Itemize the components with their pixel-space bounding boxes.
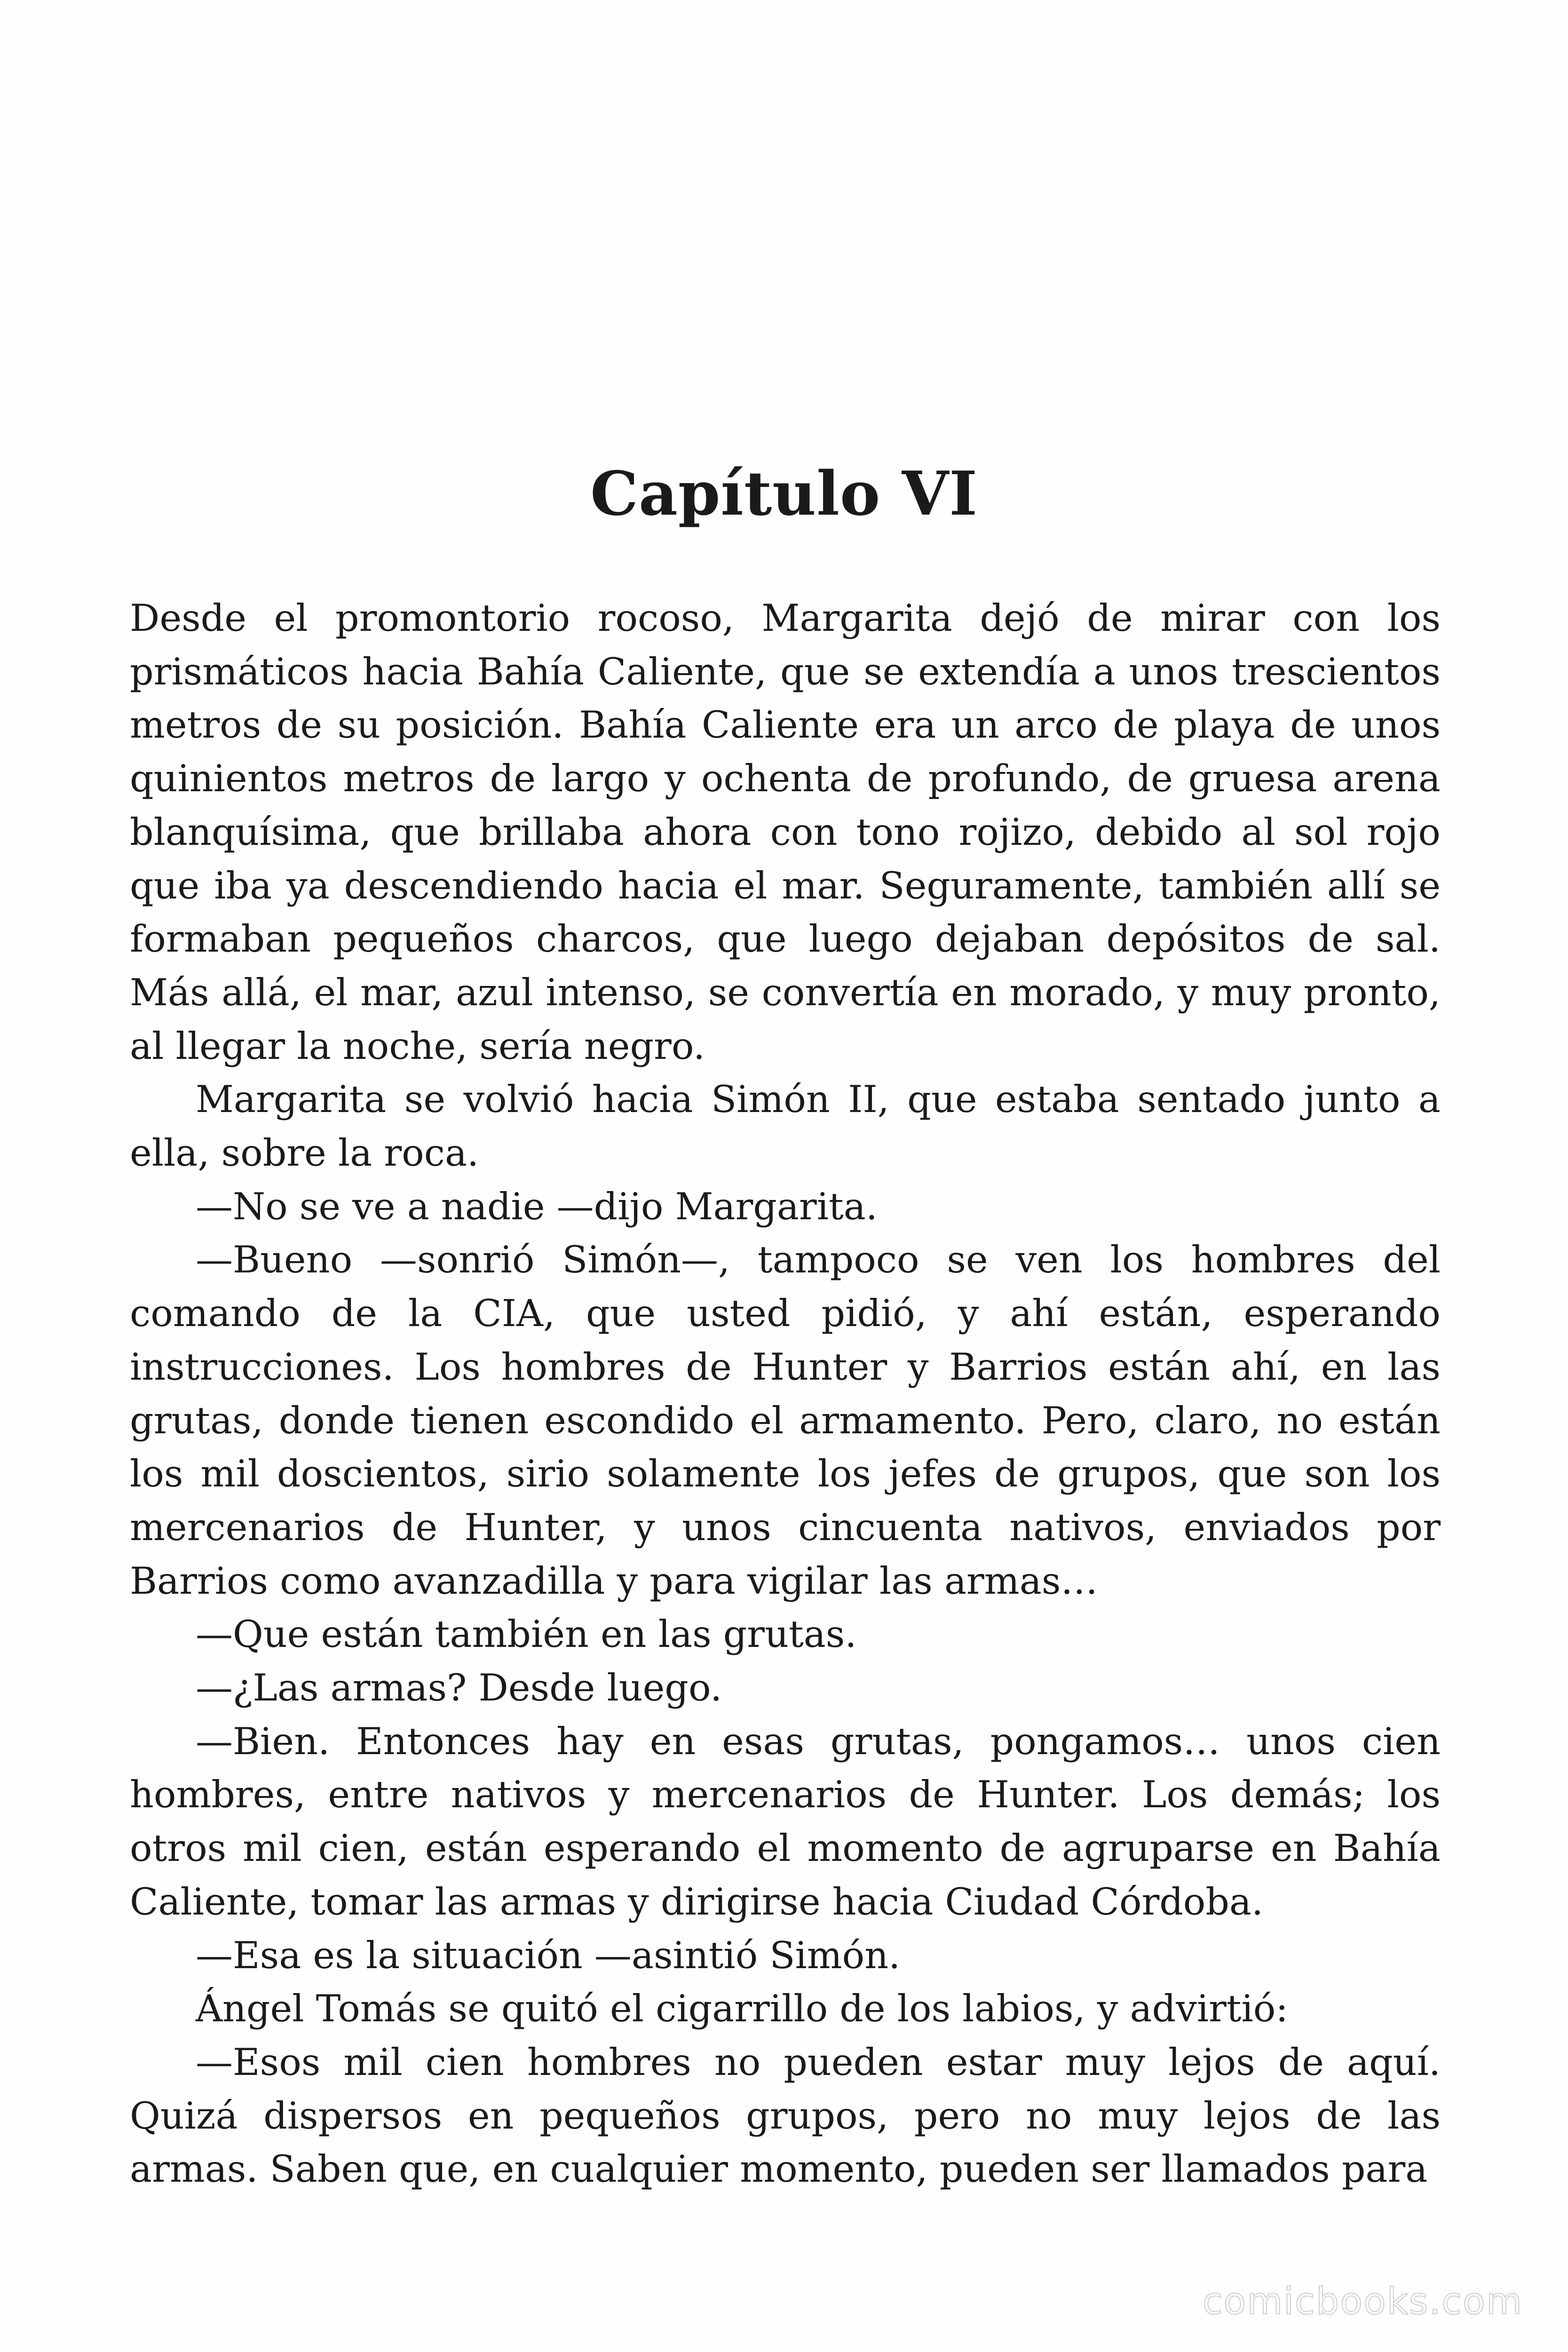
- chapter-title: Capítulo VI: [590, 459, 978, 529]
- watermark: comicbooks.com: [1202, 2280, 1523, 2323]
- paragraph: —Bien. Entonces hay en esas grutas, pongamos… unos cien hombres, entre nativos y mercenarios de Hunter. Los demás; los otros mil cien, están esperando el momento de agruparse en Bahía Caliente, tomar las armas y dirigirse hacia Ciudad Córdoba.: [130, 1719, 1441, 1923]
- paragraph: —No se ve a nadie —dijo Margarita.: [196, 1184, 878, 1228]
- paragraph: —Esa es la situación —asintió Simón.: [196, 1933, 901, 1977]
- chapter-body: [130, 592, 1441, 2196]
- paragraph: —Esos mil cien hombres no pueden estar muy lejos de aquí. Quizá dispersos en pequeños grupos, pero no muy lejos de las armas. Saben que, en cualquier momento, pueden ser llamados para: [130, 2040, 1441, 2191]
- paragraph: —Que están también en las grutas.: [196, 1613, 857, 1656]
- paragraph: Ángel Tomás se quitó el cigarrillo de los labios, y advirtió:: [196, 1987, 1288, 2031]
- paragraph: Margarita se volvió hacia Simón II, que estaba sentado junto a ella, sobre la roca.: [130, 1078, 1441, 1175]
- paragraph: —Bueno —sonrió Simón—, tampoco se ven los hombres del comando de la CIA, que usted pidió, y ahí están, esperando instrucciones. Los hombres de Hunter y Barrios están ahí, en las grutas, donde tienen escondido el armamento. Pero, claro, no están los mil doscientos, sirio solamente los jefes de grupos, que son los mercenarios de Hunter, y unos cincuenta nativos, enviados por Barrios como avanzadilla y para vigilar las armas…: [130, 1238, 1441, 1603]
- paragraph: Desde el promontorio rocoso, Margarita dejó de mirar con los prismáticos hacia Bahía Caliente, que se extendía a unos trescientos metros de su posición. Bahía Caliente era un arco de playa de unos quinientos metros de largo y ochenta de profundo, de gruesa arena blanquísima, que brillaba ahora con tono rojizo, debido al sol rojo que iba ya descendiendo hacia el mar. Seguramente, también allí se formaban pequeños charcos, que luego dejaban depósitos de sal. Más allá, el mar, azul intenso, se convertía en morado, y muy pronto, al llegar la noche, sería negro.: [130, 596, 1441, 1068]
- paragraph: —¿Las armas? Desde luego.: [196, 1666, 722, 1710]
